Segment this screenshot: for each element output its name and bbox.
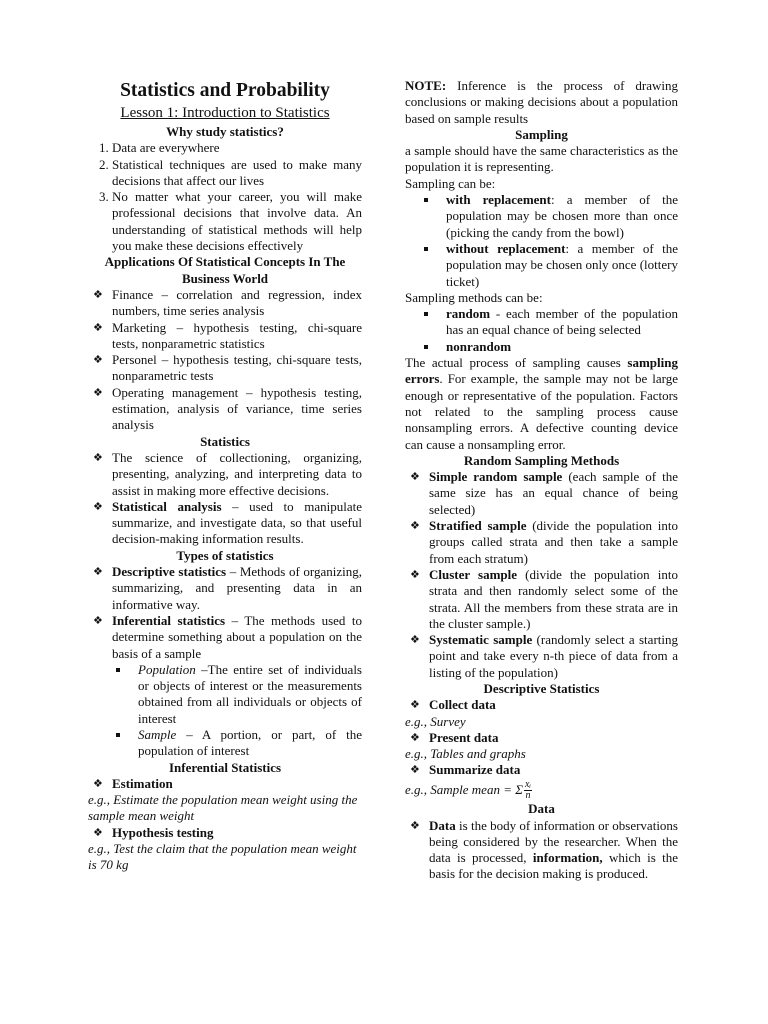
collect-example: e.g., Survey [405, 713, 466, 729]
types-list [88, 564, 362, 662]
sampling-methods-label: Sampling methods can be: [405, 289, 543, 305]
hypothesis-list [88, 825, 362, 841]
sampling-errors-paragraph [405, 355, 678, 453]
inferential-statistics-term: Inferential statistics [112, 612, 226, 628]
random-item [421, 306, 678, 339]
why-heading: Why study statistics? [166, 124, 284, 139]
collect-term: Collect data [429, 697, 496, 713]
random-method-term: Simple random sample [429, 469, 563, 485]
present-list [405, 730, 678, 746]
application-item: ❖ Marketing – hypothesis testing, chi-square tests, nonparametric statistics [88, 320, 362, 353]
statistical-analysis-item [88, 499, 362, 548]
estimation-item [88, 776, 362, 792]
random-methods-list [405, 469, 678, 681]
why-item: 3. No matter what your career, you will make professional decisions that involve data. An understanding of statistical methods will help you make these decisions effectively [112, 189, 362, 254]
sample-mean-fraction [524, 780, 532, 801]
random-method-item [405, 518, 678, 567]
sampling-can-be: Sampling can be: [405, 175, 496, 191]
applications-heading: Applications Of Statistical Concepts In The Business World [104, 254, 346, 286]
why-item: 1. Data are everywhere [112, 140, 362, 156]
random-method-text: (each sample of the same size has an equal chance of being selected) [429, 469, 678, 517]
without-replacement-item [421, 241, 678, 290]
statistical-analysis-text: – used to manipulate summarize, and investigate data, so that useful decision-making information results. [112, 498, 362, 547]
random-term: random [446, 306, 491, 322]
random-method-item [405, 469, 678, 518]
descriptive-statistics-item [88, 564, 362, 613]
present-example: e.g., Tables and graphs [405, 746, 526, 762]
note-paragraph [405, 78, 678, 127]
replacement-list [405, 192, 678, 290]
statistics-definition: ❖ The science of collectioning, organizing, presenting, analyzing, and interpreting data to assist in making more effective decisions. [88, 450, 362, 499]
sample-term: Sample [138, 726, 177, 742]
application-item: ❖ Personel – hypothesis testing, chi-square tests, nonparametric tests [88, 352, 362, 385]
fraction-denominator: n [525, 790, 531, 802]
population-sample-list [88, 662, 362, 760]
data-definition-item [405, 818, 678, 883]
population-term: Population [138, 661, 196, 677]
right-column [405, 78, 678, 883]
sampling-errors-pre: The actual process of sampling causes [405, 355, 628, 371]
present-item [405, 730, 678, 746]
descriptive-statistics-term: Descriptive statistics [112, 564, 227, 580]
without-replacement-term: without replacement [446, 240, 566, 256]
random-method-item [405, 632, 678, 681]
sampling-methods-list [405, 306, 678, 355]
data-term: Data [429, 817, 456, 833]
inferential-statistics-text: – The methods used to determine something about a population on the basis of a sample [112, 612, 362, 661]
population-text: –The entire set of individuals or objects of interest or the measurements obtained from all individuals or objects of interest [138, 661, 362, 726]
nonrandom-term: nonrandom [446, 338, 512, 354]
estimation-list [88, 776, 362, 792]
estimation-term: Estimation [112, 775, 173, 791]
descriptive-heading: Descriptive Statistics [483, 680, 600, 696]
types-heading: Types of statistics [176, 547, 274, 563]
estimation-example: e.g., Estimate the population mean weight using the sample mean weight [88, 792, 358, 824]
sampling-errors-post: . For example, the sample may not be large enough or representative of the population. Factors not related to the sampling process cause nonsampling errors. A defective counting device can cause a nonsampling error. [405, 371, 678, 452]
random-method-text: (divide the population into strata and then randomly select some of the strata. All the members from these strata are in the cluster sample.) [429, 566, 678, 631]
hypothesis-term: Hypothesis testing [112, 824, 214, 840]
summarize-list [405, 762, 678, 778]
population-item [113, 662, 362, 727]
statistical-analysis-term: Statistical analysis [112, 498, 222, 514]
summarize-term: Summarize data [429, 762, 521, 778]
data-heading: Data [528, 801, 555, 817]
random-method-text: (divide the population into groups called strata and then take a sample from each stratum) [429, 518, 678, 566]
applications-list [88, 287, 362, 434]
statistics-heading: Statistics [200, 433, 250, 449]
information-text: which is the basis for the decision making is produced. [429, 850, 678, 882]
sampling-heading: Sampling [515, 126, 568, 142]
descriptive-statistics-text: – Methods of organizing, summarizing, and presenting data in an informative way. [112, 564, 363, 612]
note-text: Inference is the process of drawing conclusions or making decisions about a population based on sample results [405, 78, 678, 126]
document-title: Statistics and Probability [120, 80, 330, 101]
sampling-errors-term: sampling errors [405, 355, 678, 387]
lesson-title: Lesson 1: Introduction to Statistics [120, 105, 330, 121]
collect-item [405, 697, 678, 713]
with-replacement-text: : a member of the population may be chosen more than once (picking the candy from the bowl) [446, 192, 679, 240]
application-item: ❖ Operating management – hypothesis testing, estimation, analysis of variance, time series analysis [88, 385, 362, 434]
summarize-example [405, 779, 678, 802]
inferential-statistics-item [88, 613, 362, 662]
collect-list [405, 697, 678, 713]
why-list [88, 140, 362, 254]
random-method-term: Stratified sample [429, 518, 527, 534]
data-list [405, 818, 678, 883]
present-term: Present data [429, 729, 499, 745]
random-method-term: Systematic sample [429, 632, 533, 648]
sampling-intro: a sample should have the same characteristics as the population it is representing. [405, 143, 678, 175]
random-text: - each member of the population has an equal chance of being selected [446, 306, 678, 338]
without-replacement-text: : a member of the population may be chosen only once (lottery ticket) [446, 240, 678, 289]
application-item: ❖ Finance – correlation and regression, index numbers, time series analysis [88, 287, 362, 320]
random-method-text: (randomly select a starting point and take every n-th piece of data from a listing of the population) [429, 632, 678, 680]
random-method-item [405, 567, 678, 632]
random-methods-heading: Random Sampling Methods [463, 452, 620, 468]
sample-text: – A portion, or part, of the population of interest [138, 726, 362, 759]
fraction-numerator: xᵢ [524, 779, 531, 791]
left-column [88, 78, 362, 874]
information-term: information, [532, 850, 603, 866]
with-replacement-term: with replacement [446, 192, 551, 208]
note-label: NOTE: [405, 78, 447, 93]
summarize-item [405, 762, 678, 778]
hypothesis-item [88, 825, 362, 841]
data-text: is the body of information or observations being considered by the researcher. When the data is processed, [429, 817, 678, 866]
nonrandom-item [421, 339, 678, 355]
random-method-term: Cluster sample [429, 566, 518, 582]
with-replacement-item [421, 192, 678, 241]
why-item: 2. Statistical techniques are used to make many decisions that affect our lives [112, 157, 362, 190]
statistics-list [88, 450, 362, 548]
sample-item [113, 727, 362, 760]
hypothesis-example: e.g., Test the claim that the population mean weight is 70 kg [88, 841, 357, 873]
sample-mean-text: e.g., Sample mean = Σ [405, 781, 523, 797]
inferential-heading: Inferential Statistics [168, 759, 282, 775]
